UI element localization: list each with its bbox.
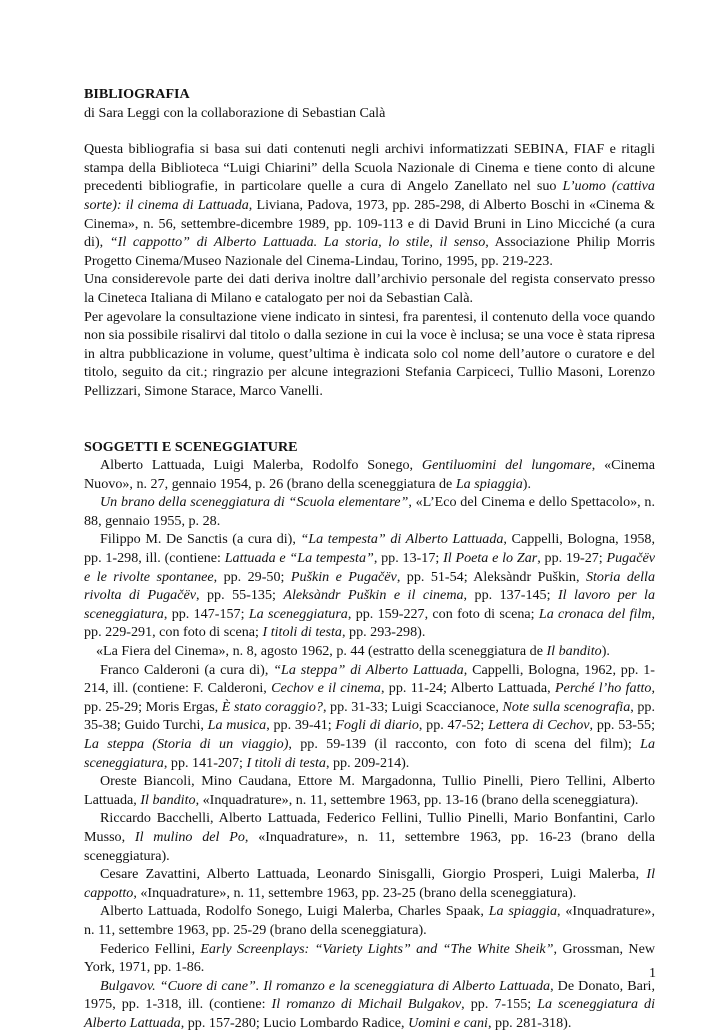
italic-title-text: La spiaggia [455, 475, 523, 492]
italic-title-text: “La steppa” di Alberto Lattuada [273, 661, 464, 678]
bibliography-entry [84, 902, 655, 939]
bibliography-entry [84, 530, 655, 642]
body-text: , pp. 47-52; [418, 717, 489, 734]
body-text: , pp. 7-155; [461, 996, 538, 1013]
italic-title-text: È stato coraggio? [221, 698, 323, 715]
italic-title-text: Il bandito [140, 791, 196, 808]
italic-title-text: Perché l’ho fatto [554, 680, 652, 697]
body-text: Cesare Zavattini, Alberto Lattuada, Leonardo Sinisgalli, Giorgio Prosperi, Luigi Malerba, [100, 866, 647, 883]
italic-title-text: “La tempesta” di Alberto Lattuada [300, 531, 504, 548]
italic-title-text: Early Screenplays: “Variety Lights” and “The White Sheik” [200, 940, 554, 957]
body-text: ). [601, 643, 610, 660]
italic-title-text: “Il cappotto” di Alberto Lattuada. La storia, lo stile, il senso [109, 234, 486, 251]
bibliography-entry [84, 977, 655, 1033]
italic-title-text: La steppa (Storia di un viaggio) [84, 736, 289, 752]
bibliography-entry [84, 809, 655, 865]
body-text: Federico Fellini, [100, 940, 201, 957]
italic-title-text: La spiaggia [488, 903, 557, 920]
body-text: , pp. 53-55; [589, 717, 655, 734]
italic-title-text: Fogli di diario [335, 717, 419, 734]
italic-title-text: Cechov e il cinema [271, 680, 381, 697]
body-text: Per agevolare la consultazione viene indicato in sintesi, fra parentesi, il contenuto della voce quando non sia possibile risalirvi dal titolo o dalla sezione in cui la voce è inclusa; se una voce è stata ripresa in altra pubblicazione in volume, quest’ultima è indicata solo col nome dell’autore o curatore e del titolo, seguito da cit.; ringrazio per alcune integrazioni Stefania Carpiceci, Tullio Masoni, Lorenzo Pellizzari, Simone Starace, Marco Vanelli. [84, 308, 655, 399]
italic-title-text: Storia della rivolta di Pugačëv [84, 568, 655, 604]
italic-title-text: Il bandito [546, 643, 602, 660]
italic-title-text: I titoli di testa [246, 754, 326, 771]
italic-title-text: Puškin e Pugačëv [290, 568, 397, 585]
italic-title-text: La sceneggiatura [248, 605, 348, 622]
bibliography-entry [84, 940, 655, 977]
italic-title-text: Il mulino del Po [134, 828, 245, 845]
body-text: , pp. 59-139 (il racconto, con foto di scena del film); [288, 736, 641, 752]
body-text: Franco Calderoni (a cura di), [100, 661, 274, 678]
bibliography-entry [84, 661, 655, 773]
body-text: , «Inquadrature», n. 11, settembre 1963, pp. 16-23 (brano della sceneggiatura). [84, 828, 655, 864]
italic-title-text: Bulgavov. “Cuore di cane”. Il romanzo e la sceneggiatura di Alberto Lattuada [100, 977, 551, 994]
italic-title-text: Gentiluomini del lungomare [421, 457, 592, 474]
intro-paragraph [84, 308, 655, 401]
body-text: , pp. 13-17; [373, 550, 444, 567]
body-text: , Associazione Philip Morris Progetto Cinema/Museo Nazionale del Cinema-Lindau, Torino, 1995, pp. 219-223. [84, 234, 655, 269]
body-text: , pp. 281-318). [487, 1014, 572, 1031]
page-subtitle: di Sara Leggi con la collaborazione di Sebastian Calà [84, 104, 386, 121]
italic-title-text: Lattuada e “La tempesta” [224, 550, 374, 567]
body-text: ). [522, 475, 532, 492]
body-text: «La Fiera del Cinema», n. 8, agosto 1962, p. 44 (estratto della sceneggiatura de [96, 643, 547, 660]
body-text: , pp. 147-157; [163, 605, 249, 622]
body-text: Questa bibliografia si basa sui dati contenuti negli archivi informatizzati SEBINA, FIAF e ritagli stampa della Biblioteca “Luigi Chiarini” della Scuola Nazionale di Cinema e tiene conto di alcune precedenti bibliografie, in particolare quelle a cura di Angelo Zanellato nel suo [84, 141, 655, 195]
body-text: , «Inquadrature», n. 11, settembre 1963, pp. 13-16 (brano della sceneggiatura). [195, 791, 639, 808]
bibliography-entry [84, 865, 655, 902]
body-text: , pp. 55-135; [196, 587, 284, 604]
bibliography-entry [84, 772, 655, 809]
body-text: , Grossman, New York, 1971, pp. 1-86. [84, 940, 656, 976]
italic-title-text: Il lavoro per la sceneggiatura [84, 587, 656, 622]
body-text: Riccardo Bacchelli, Alberto Lattuada, Federico Fellini, Tullio Pinelli, Mario Bonfantini, Carlo Musso, [84, 810, 655, 845]
intro-paragraph [84, 270, 655, 307]
italic-title-text: Il cappotto [84, 866, 655, 901]
bibliography-entry [84, 642, 655, 661]
page-number: 1 [648, 965, 656, 981]
body-text: , «L’Eco del Cinema e dello Spettacolo», n. 88, gennaio 1955, p. 28. [84, 494, 656, 529]
body-text: Una considerevole parte dei dati deriva inoltre dall’archivio personale del regista conservato presso la Cineteca Italiana di Milano e catalogato per noi da Sebastian Calà. [84, 271, 655, 306]
body-text: , pp. 159-227, con foto di scena; [347, 605, 539, 622]
section-title: SOGGETTI E SCENEGGIATURE [84, 438, 298, 455]
page-content [84, 85, 655, 1033]
bibliography-entry [84, 493, 655, 530]
body-text: , «Inquadrature», n. 11, settembre 1963, pp. 25-29 (brano della sceneggiatura). [84, 903, 655, 938]
body-text: , pp. 11-24; Alberto Lattuada, [380, 680, 555, 697]
body-text: Alberto Lattuada, Rodolfo Sonego, Luigi Malerba, Charles Spaak, [100, 903, 489, 920]
body-text: Filippo M. De Sanctis (a cura di), [100, 531, 301, 548]
italic-title-text: La sceneggiatura di Alberto Lattuada [84, 996, 655, 1031]
intro-paragraph [84, 140, 655, 270]
italic-title-text: I titoli di testa [262, 624, 342, 641]
body-text: , pp. 39-41; [266, 717, 336, 734]
body-text: , pp. 137-145; [463, 587, 558, 604]
body-text: , pp. 35-38; Guido Turchi, [84, 698, 655, 734]
italic-title-text: La cronaca del film [538, 605, 652, 622]
body-text: , Liviana, Padova, 1973, pp. 285-298, di Alberto Boschi in «Cinema & Cinema», n. 56, settembre-dicembre 1989, pp. 109-113 e di David Bruni in Lino Micciché (a cura di), [84, 196, 655, 251]
italic-title-text: Uomini e cani [408, 1014, 488, 1031]
italic-title-text: Un brano della sceneggiatura di “Scuola elementare” [100, 494, 409, 511]
body-text: , pp. 19-27; [537, 550, 607, 567]
body-text: , pp. 25-29; Moris Ergas, [84, 680, 655, 715]
italic-title-text: Il Poeta e lo Zar [443, 550, 538, 567]
body-text: , pp. 157-280; Lucio Lombardo Radice, [180, 1014, 409, 1031]
italic-title-text: Il romanzo di Michail Bulgakov [271, 996, 462, 1013]
bibliography-entry [84, 456, 655, 493]
italic-title-text: La musica [207, 717, 267, 734]
body-text: Oreste Biancoli, Mino Caudana, Ettore M. Margadonna, Tullio Pinelli, Piero Tellini, Alberto Lattuada, [84, 773, 655, 808]
body-text: , pp. 141-207; [163, 754, 247, 771]
body-text: , pp. 293-298). [341, 624, 426, 641]
italic-title-text: Lettera di Cechov [488, 717, 590, 734]
body-text: , Cappelli, Bologna, 1958, pp. 1-298, ill. (contiene: [84, 531, 655, 567]
body-text: , pp. 31-33; Luigi Scaccianoce, [322, 698, 503, 715]
body-text: , pp. 51-54; Aleksàndr Puškin, [396, 568, 586, 585]
body-text: , Cappelli, Bologna, 1962, pp. 1-214, ill. (contiene: F. Calderoni, [84, 661, 655, 697]
italic-title-text: L’uomo (cattiva sorte): il cinema di Lattuada [84, 178, 655, 213]
italic-title-text: Pugačëv e le rivolte spontanee [84, 550, 656, 585]
body-text: , pp. 29-50; [213, 568, 291, 585]
body-text: , pp. 229-291, con foto di scena; [84, 605, 655, 641]
body-text: Alberto Lattuada, Luigi Malerba, Rodolfo Sonego, [100, 457, 422, 474]
italic-title-text: La sceneggiatura [84, 736, 655, 771]
italic-title-text: Note sulla scenografia [502, 698, 631, 715]
body-text: , «Inquadrature», n. 11, settembre 1963, pp. 23-25 (brano della sceneggiatura). [133, 884, 577, 901]
page-title: BIBLIOGRAFIA [84, 86, 190, 102]
body-text: , «Cinema Nuovo», n. 27, gennaio 1954, p. 26 (brano della sceneggiatura de [84, 457, 655, 492]
italic-title-text: Aleksàndr Puškin e il cinema [283, 587, 464, 604]
body-text: , pp. 209-214). [325, 754, 410, 771]
body-text: , De Donato, Bari, 1975, pp. 1-318, ill. (contiene: [84, 977, 655, 1013]
